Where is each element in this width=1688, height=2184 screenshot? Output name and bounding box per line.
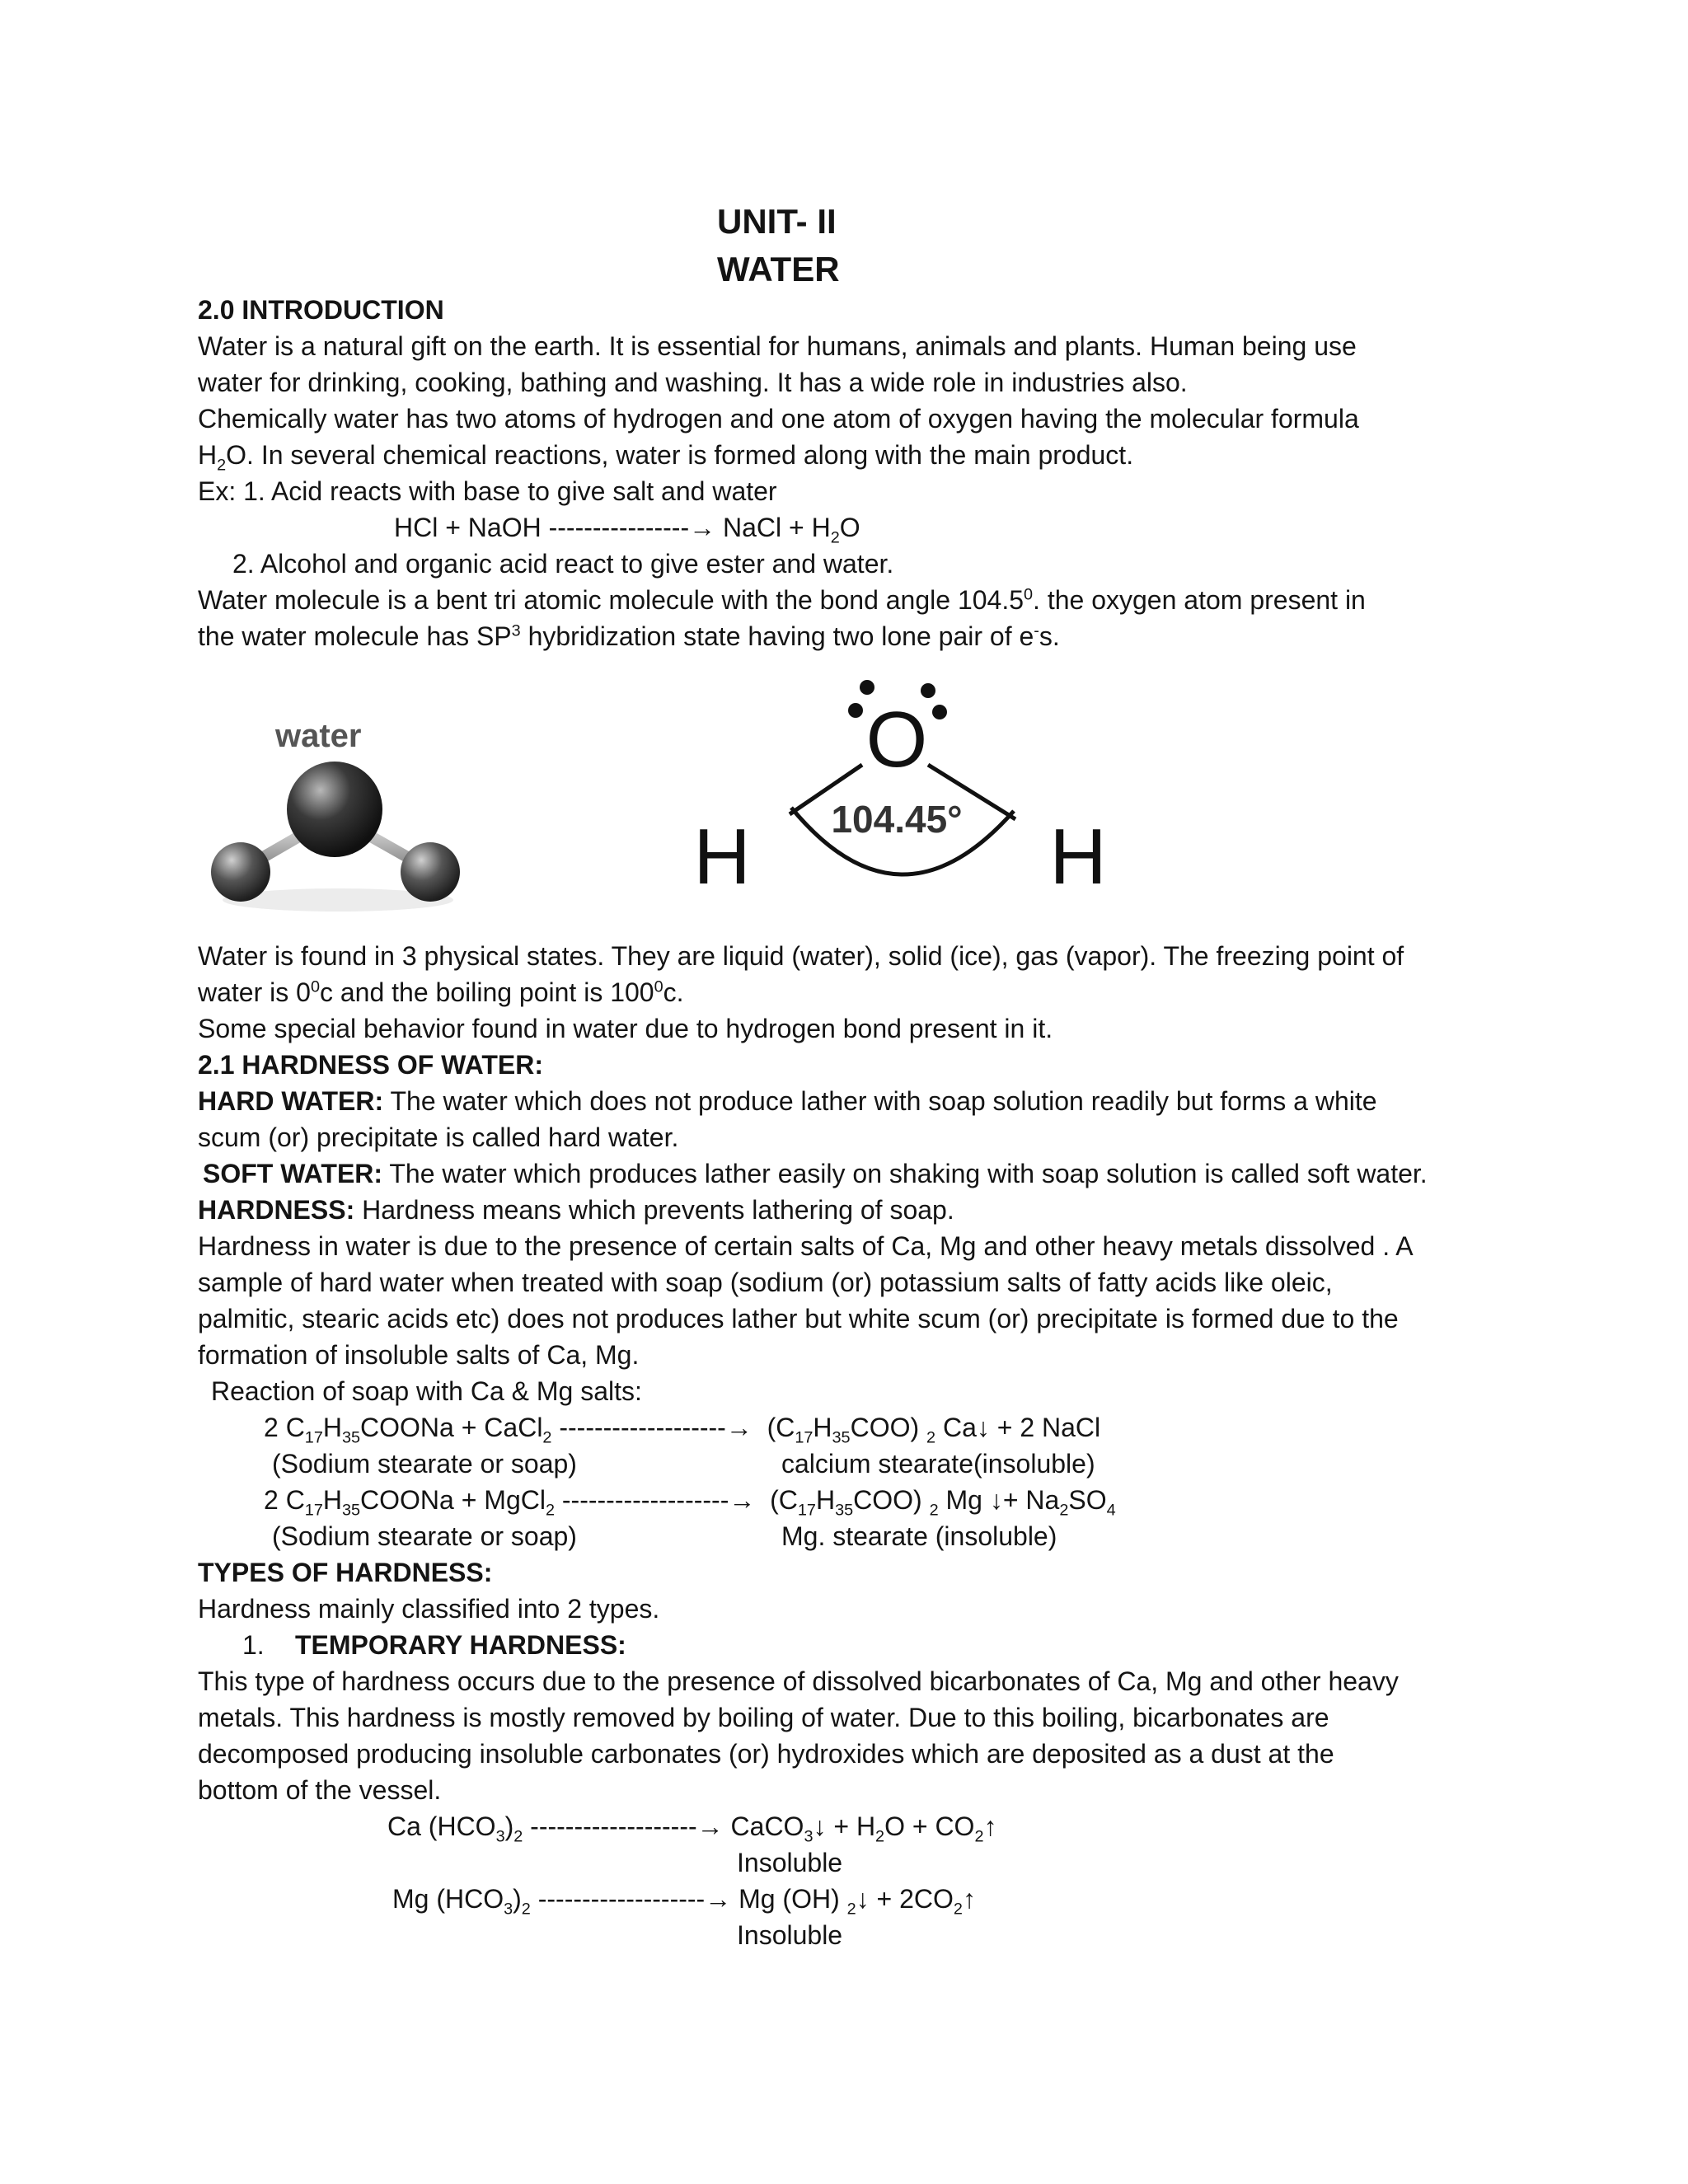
temporary-paragraph: bottom of the vessel. <box>198 1775 442 1805</box>
hydrogen-atom-sphere <box>401 842 460 902</box>
insoluble-note: Insoluble <box>737 1848 843 1877</box>
soft-water-definition: SOFT WATER: The water which produces lather easily on shaking with soap solution is called soft water. <box>203 1159 1428 1188</box>
types-heading: TYPES OF HARDNESS: <box>198 1558 493 1587</box>
hydrogen-symbol-right: H <box>1049 813 1107 898</box>
unit-heading: UNIT- II <box>717 202 837 241</box>
types-intro: Hardness mainly classified into 2 types. <box>198 1594 660 1624</box>
soap-calcium-equation: 2 $C_{17}H_{35}COONa$ + CaCl$_2$ -------------------→ $(C_{17}H_{35}COO)$ $_2$ Ca↓ + 2 NaCl <box>264 1413 1101 1447</box>
states-line: water is $0^0c$ and the boiling point is $100^0c$. <box>198 977 684 1007</box>
example-2: 2. Alcohol and organic acid react to give ester and water. <box>232 549 894 579</box>
soap-note: (Sodium stearate or soap) <box>272 1449 577 1479</box>
hardness-heading: 2.1 HARDNESS OF WATER: <box>198 1050 543 1080</box>
bond-angle-diagram <box>684 676 1129 898</box>
intro-line: $H_2O$. In several chemical reactions, water is formed along with the main product. <box>198 440 1134 475</box>
oxygen-symbol: O <box>865 696 928 784</box>
hardness-definition: HARDNESS: Hardness means which prevents lathering of soap. <box>198 1195 954 1225</box>
bond-angle-label: 104.45° <box>831 798 963 841</box>
insoluble-note: Insoluble <box>737 1920 843 1950</box>
magnesium-bicarbonate-equation: Mg $(HCO_3)_2$ -------------------→ Mg (OH) $_2$↓ + $2CO_2↑$ <box>392 1884 976 1919</box>
intro-line: Chemically water has two atoms of hydrogen and one atom of oxygen having the molecular formula <box>198 404 1359 434</box>
temporary-paragraph: This type of hardness occurs due to the presence of dissolved bicarbonates of Ca, Mg and other heavy <box>198 1666 1399 1696</box>
hardness-paragraph: Hardness in water is due to the presence of certain salts of Ca, Mg and other heavy metals dissolved . A <box>198 1231 1414 1261</box>
soap-note: (Sodium stearate or soap) <box>272 1521 577 1551</box>
intro-line: Water is a natural gift on the earth. It is essential for humans, animals and plants. Human being use <box>198 331 1357 361</box>
hydrogen-symbol-left: H <box>693 813 751 898</box>
hydrogen-atom-sphere <box>211 842 270 902</box>
reaction-title: Reaction of soap with Ca & Mg salts: <box>211 1376 642 1406</box>
water-molecule-model-image <box>198 709 478 923</box>
hardness-paragraph: palmitic, stearic acids etc) does not produces lather but white scum (or) precipitate is formed due to the <box>198 1304 1399 1333</box>
model-label: water <box>275 718 362 754</box>
reaction-arrow: → <box>689 513 716 542</box>
list-item-number: 1. <box>242 1630 265 1660</box>
temporary-paragraph: metals. This hardness is mostly removed by boiling of water. Due to this boiling, bicarbonates are <box>198 1703 1329 1732</box>
intro-line: Water molecule is a bent tri atomic molecule with the bond angle 104.5$^0$. the oxygen atom present in <box>198 585 1366 615</box>
intro-line: water for drinking, cooking, bathing and washing. It has a wide role in industries also. <box>198 368 1188 397</box>
calcium-bicarbonate-equation: Ca $(HCO_3)_2$ -------------------→ CaCO$_3$↓ + $H_2O$ + $CO_2↑$ <box>387 1811 997 1846</box>
product-note: calcium stearate(insoluble) <box>781 1449 1095 1479</box>
hard-water-definition: scum (or) precipitate is called hard water. <box>198 1122 679 1152</box>
hardness-paragraph: sample of hard water when treated with soap (sodium (or) potassium salts of fatty acids like oleic, <box>198 1268 1333 1297</box>
intro-heading: 2.0 INTRODUCTION <box>198 295 444 325</box>
example-1: Ex: 1. Acid reacts with base to give salt and water <box>198 476 777 506</box>
states-line: Water is found in 3 physical states. They are liquid (water), solid (ice), gas (vapor). The freezing point of <box>198 941 1404 971</box>
equation-neutralization: HCl + NaOH ----------------→ NaCl + $H_2O$ <box>394 513 860 547</box>
soap-magnesium-equation: 2 $C_{17}H_{35}COONa$ + MgCl$_2$ -------------------→ $(C_{17}H_{35}COO)$ $_2$ Mg ↓+ $Na_2SO_4$ <box>264 1485 1116 1520</box>
states-line: Some special behavior found in water due to hydrogen bond present in it. <box>198 1014 1053 1043</box>
page-title: WATER <box>717 250 840 288</box>
hard-water-definition: HARD WATER: The water which does not produce lather with soap solution readily but forms a white <box>198 1086 1377 1116</box>
temporary-hardness-heading: TEMPORARY HARDNESS: <box>295 1630 626 1660</box>
product-note: Mg. stearate (insoluble) <box>781 1521 1057 1551</box>
hardness-paragraph: formation of insoluble salts of Ca, Mg. <box>198 1340 640 1370</box>
intro-line: the water molecule has $SP^3$ hybridization state having two lone pair of e-s. <box>198 621 1060 651</box>
temporary-paragraph: decomposed producing insoluble carbonates (or) hydroxides which are deposited as a dust at the <box>198 1739 1334 1769</box>
oxygen-atom-sphere <box>287 762 382 857</box>
